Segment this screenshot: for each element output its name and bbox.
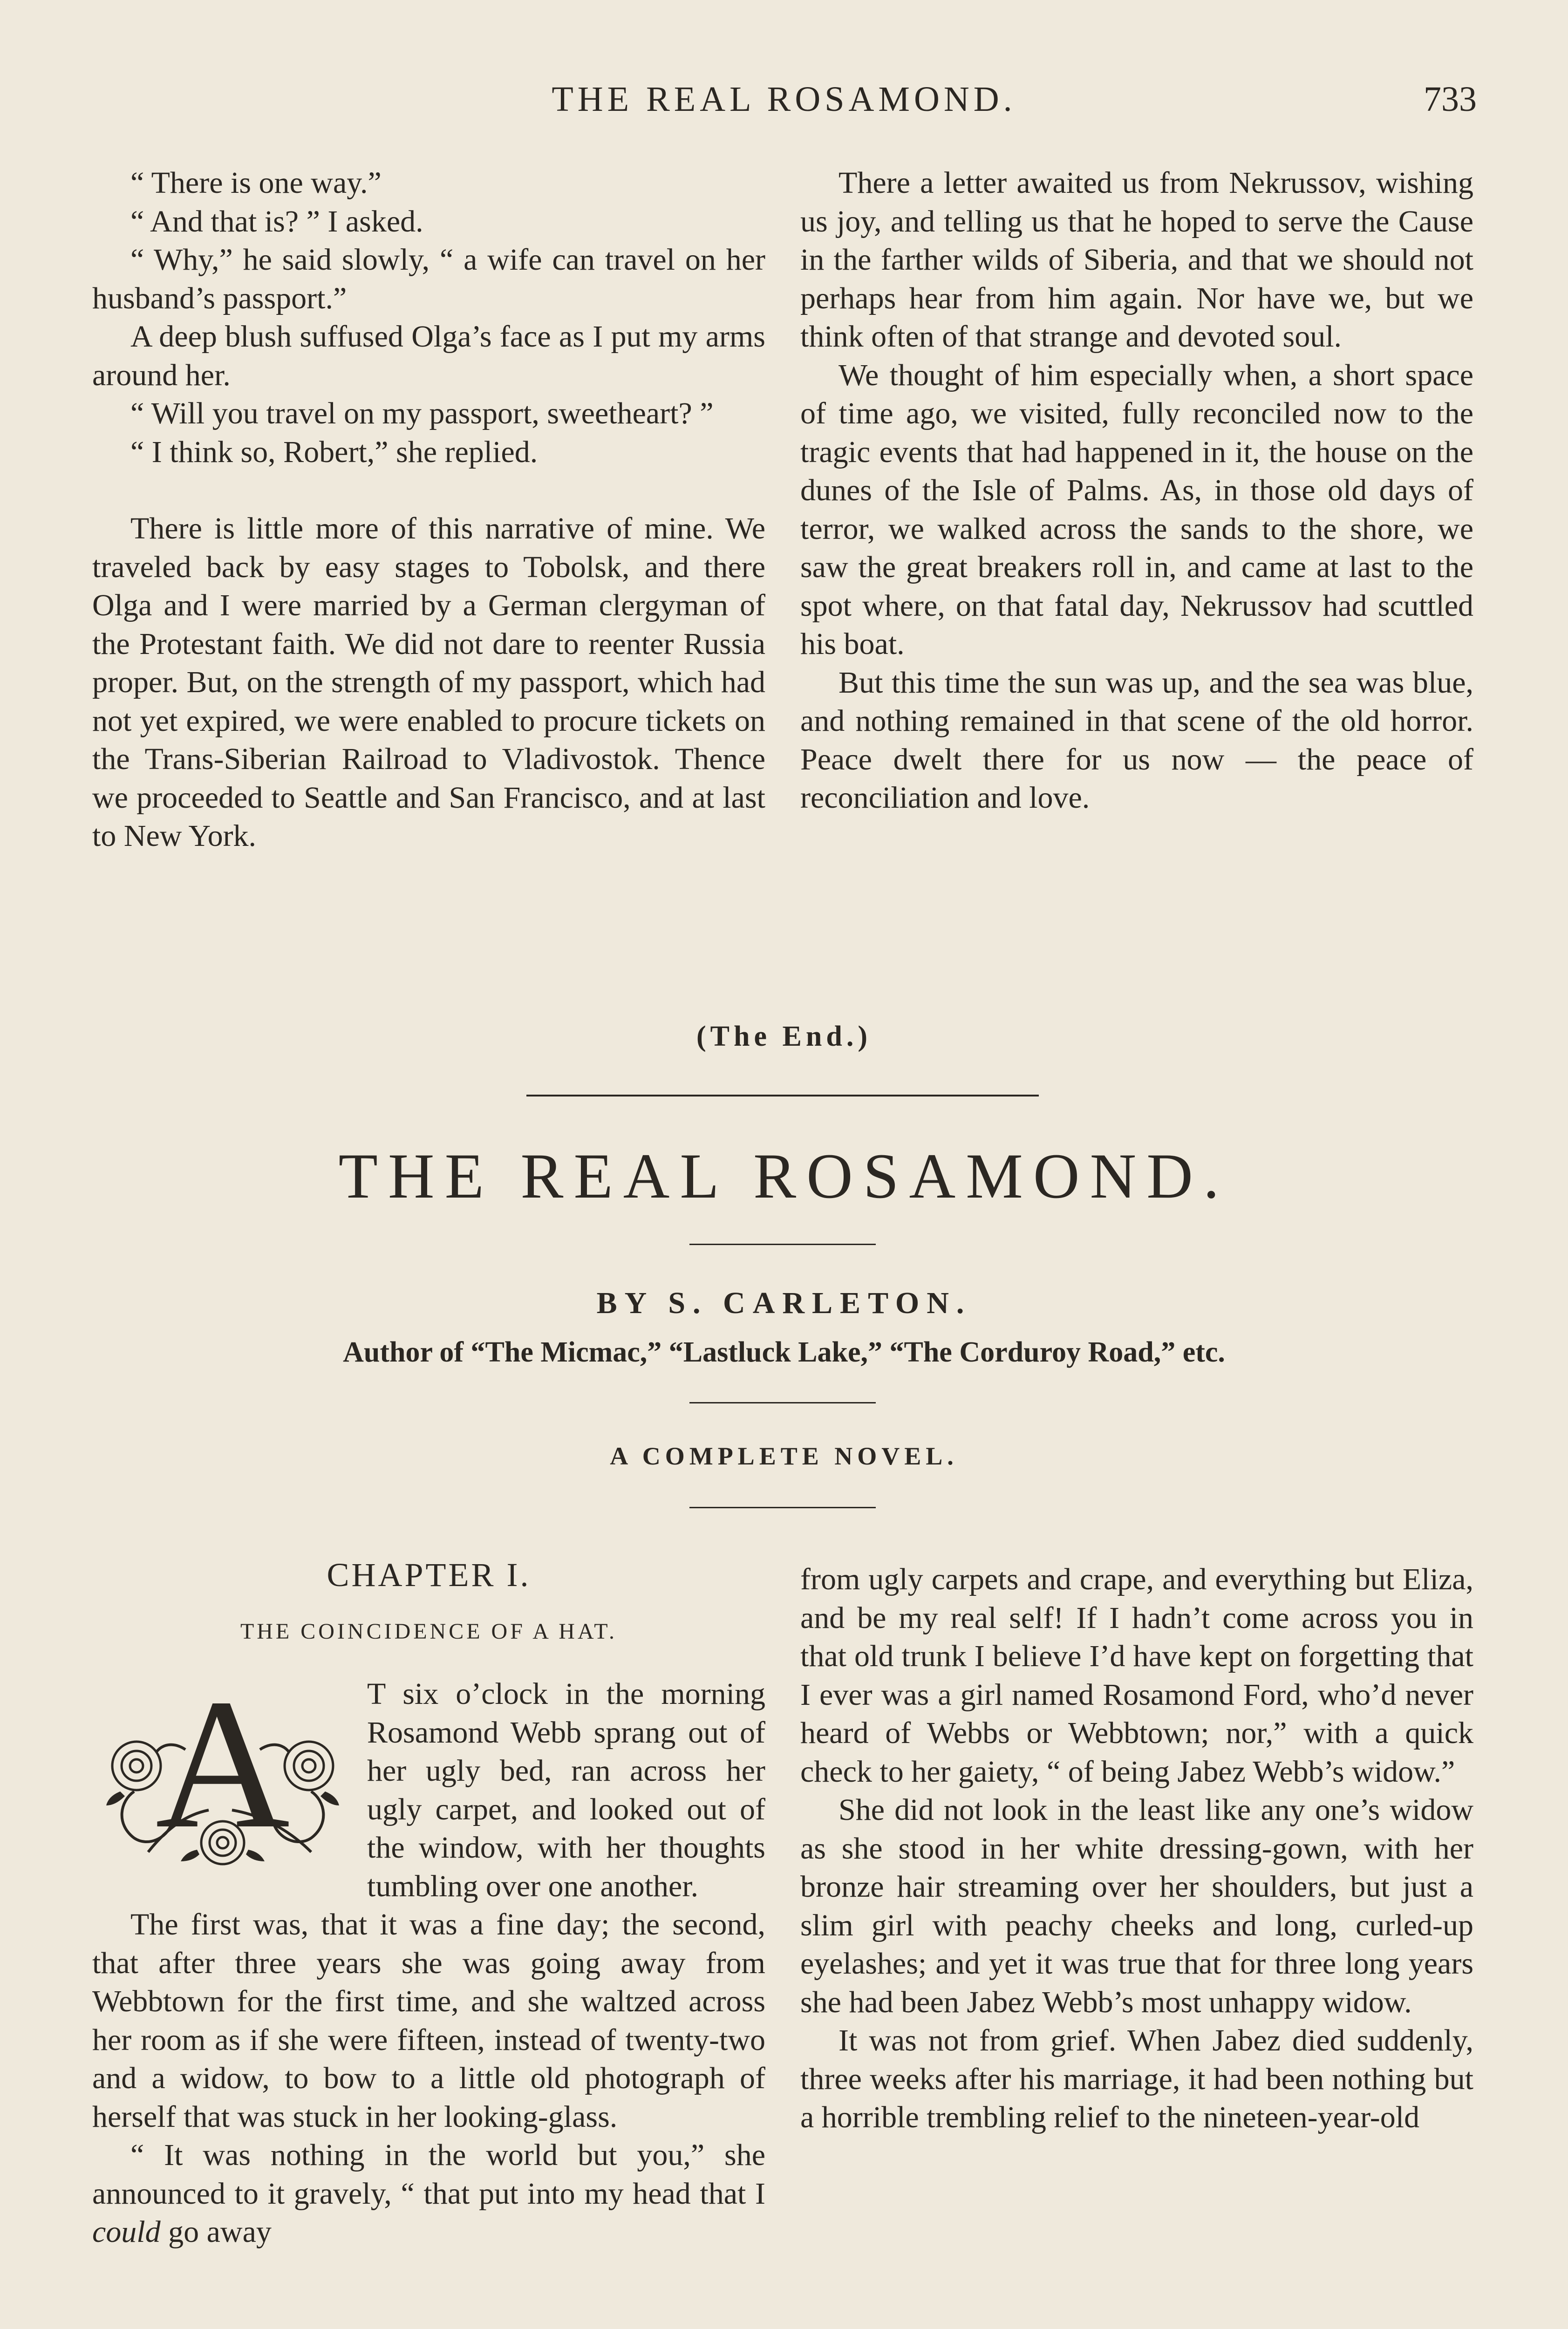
prev-story-right-column xyxy=(800,164,1473,817)
drop-cap-letter: A xyxy=(155,1675,290,1866)
paragraph: A deep blush suffused Olga’s face as I put my arms around her. xyxy=(92,320,765,392)
paragraph: The first was, that it was a fine day; the second, that after three years she was going away from Webbtown for the first time, and she waltzed across her room as if she were fifteen, instead of twenty-two and a widow, to bow to a little old photograph of herself that was stuck in her looking-glass. xyxy=(92,1907,765,2134)
paragraph: T six o’clock in the morning Rosamond Webb sprang out of her ugly bed, ran across her ugly carpet, and looked out of the window, with her thoughts tumbling over one another. xyxy=(367,1677,765,1903)
story-left-column xyxy=(92,1675,765,2252)
paragraph: “ Why,” he said slowly, “ a wife can travel on her husband’s passport.” xyxy=(92,243,765,315)
page-number: 733 xyxy=(1424,80,1477,119)
story-right-column xyxy=(800,1560,1473,2137)
ornamental-drop-cap-icon xyxy=(92,1675,353,1866)
byline: BY S. CARLETON. xyxy=(596,1286,972,1320)
paragraph: from ugly carpets and crape, and everything but Eliza, and be my real self! If I hadn’t come across you in that old trunk I believe I’d have kept on forgetting that I ever was a girl named Rosamond Ford, who’d never heard of Webbs or Webbtown; nor,” with a quick check to her gaiety, “ of being Jabez Webb’s widow.” xyxy=(800,1562,1473,1789)
emphasis-word: could xyxy=(92,2215,161,2249)
paragraph: There a letter awaited us from Nekrussov, wishing us joy, and telling us that he hoped to serve the Cause in the farther wilds of Siberia, and that we should not perhaps hear from him again. Nor have we, but we think often of that strange and devoted soul. xyxy=(800,166,1473,354)
paragraph: We thought of him especially when, a short space of time ago, we visited, fully reconciled now to the tragic events that had happened in it, the house on the dunes of the Isle of Palms. As, in those old days of terror, we walked across the sands to the shore, we saw the great breakers roll in, and came at last to the spot where, on that fatal day, Nekrussov had scuttled his boat. xyxy=(800,358,1473,661)
running-title: THE REAL ROSAMOND. xyxy=(552,80,1016,119)
the-end-marker: (The End.) xyxy=(696,1021,872,1052)
chapter-heading: CHAPTER I. xyxy=(327,1556,531,1594)
story-title: THE REAL ROSAMOND. xyxy=(338,1140,1230,1212)
paragraph: “ Will you travel on my passport, sweetheart? ” xyxy=(130,396,714,430)
prev-story-left-column xyxy=(92,164,765,856)
paragraph-text: go away xyxy=(160,2215,272,2249)
paragraph: But this time the sun was up, and the sea was blue, and nothing remained in that scene of the old horror. Peace dwelt there for us now — the peace of reconciliation and love. xyxy=(800,665,1473,815)
title-divider xyxy=(689,1244,876,1245)
complete-novel-label: A COMPLETE NOVEL. xyxy=(610,1442,958,1470)
paragraph xyxy=(92,2136,765,2252)
byline-divider xyxy=(689,1402,876,1403)
label-divider xyxy=(689,1507,876,1508)
paragraph: She did not look in the least like any one’s widow as she stood in her white dressing-gown, with her bronze hair streaming over her shoulders, but just a slim girl with peachy cheeks and long, curled-up eyelashes; and yet it was true that for three long years she had been Jabez Webb’s most unhappy widow. xyxy=(800,1793,1473,2019)
section-divider xyxy=(526,1095,1039,1096)
paragraph: “ There is one way.” xyxy=(130,166,382,200)
author-credits: Author of “The Micmac,” “Lastluck Lake,” “The Corduroy Road,” etc. xyxy=(343,1336,1225,1368)
chapter-title: THE COINCIDENCE OF A HAT. xyxy=(240,1619,618,1644)
paragraph: “ And that is? ” I asked. xyxy=(130,204,423,238)
paragraph-text: “ It was nothing in the world but you,” she announced to it gravely, “ that put into my head that I xyxy=(92,2138,765,2211)
paragraph: There is little more of this narrative of mine. We traveled back by easy stages to Tobolsk, and there Olga and I were married by a German clergyman of the Protestant faith. We did not dare to reenter Russia proper. But, on the strength of my passport, which had not yet expired, we were enabled to procure tickets on the Trans-Siberian Railroad to Vladivostok. Thence we proceeded to Seattle and San Francisco, and at last to New York. xyxy=(92,511,765,853)
paragraph: “ I think so, Robert,” she replied. xyxy=(130,435,538,469)
paragraph: It was not from grief. When Jabez died suddenly, three weeks after his marriage, it had been nothing but a horrible trembling relief to the nineteen-year-old xyxy=(800,2023,1473,2134)
